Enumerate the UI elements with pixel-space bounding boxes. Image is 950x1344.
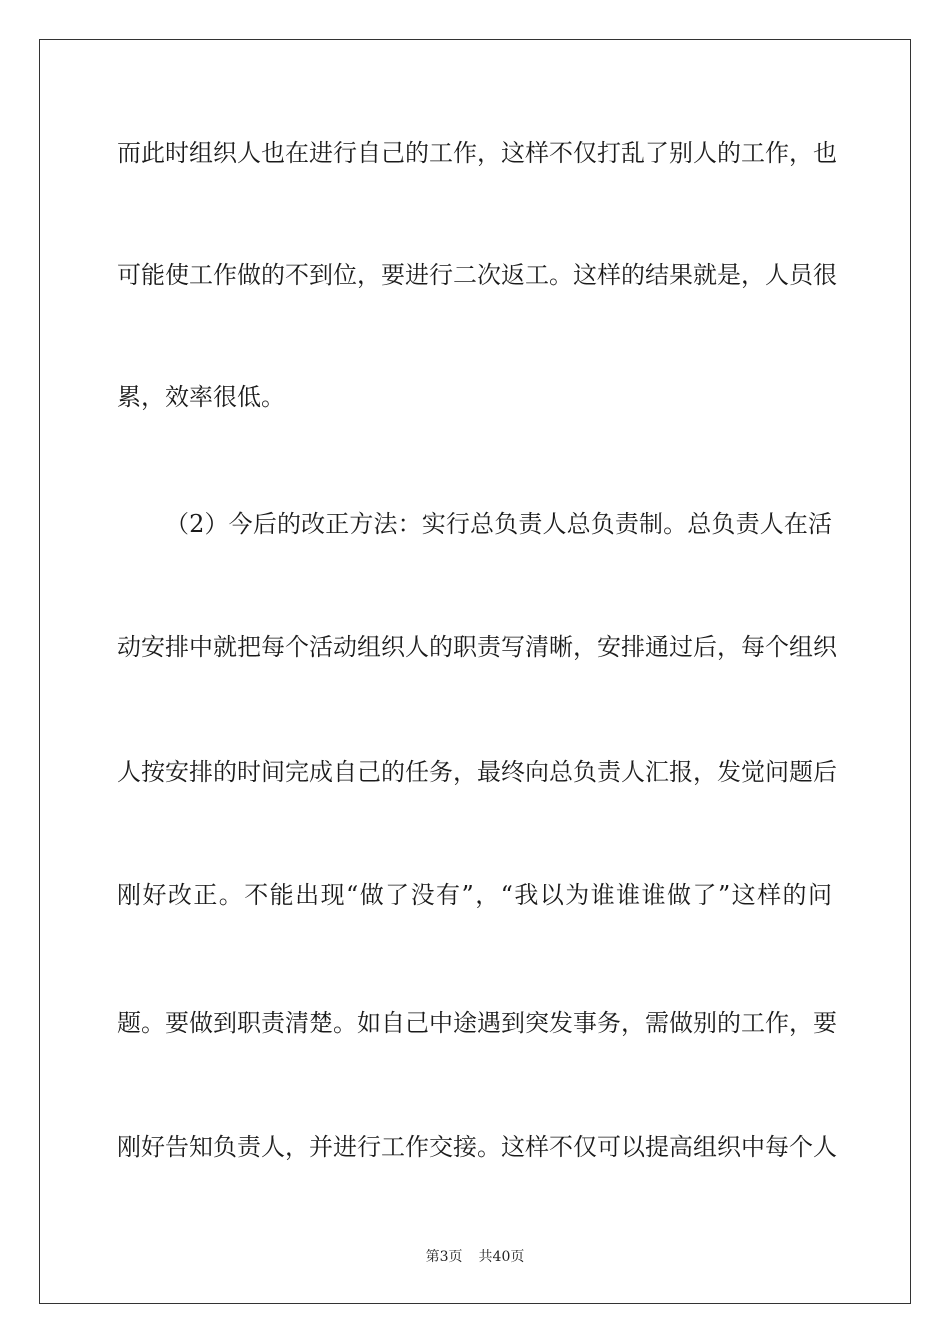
page-footer <box>0 1248 950 1266</box>
body-line-7: 刚好改正。不能出现“做了没有”，“我以为谁谁谁做了”这样的问 <box>117 881 832 909</box>
body-line-2: 可能使工作做的不到位，要进行二次返工。这样的结果就是，人员很 <box>117 261 837 289</box>
body-line-9: 刚好告知负责人，并进行工作交接。这样不仅可以提高组织中每个人 <box>117 1133 837 1161</box>
page-number: 第3页 <box>425 1249 463 1265</box>
page-border <box>39 39 911 1304</box>
body-line-6: 人按安排的时间完成自己的任务，最终向总负责人汇报，发觉问题后 <box>117 758 837 786</box>
body-line-1: 而此时组织人也在进行自己的工作，这样不仅打乱了别人的工作，也 <box>117 139 837 167</box>
body-line-5: 动安排中就把每个活动组织人的职责写清晰，安排通过后，每个组织 <box>117 633 837 661</box>
page-total: 共40页 <box>478 1249 525 1265</box>
body-line-8: 题。要做到职责清楚。如自己中途遇到突发事务，需做别的工作，要 <box>117 1009 837 1037</box>
body-line-3: 累，效率很低。 <box>117 383 285 411</box>
body-line-4: （2）今后的改正方法：实行总负责人总负责制。总负责人在活 <box>165 510 832 538</box>
